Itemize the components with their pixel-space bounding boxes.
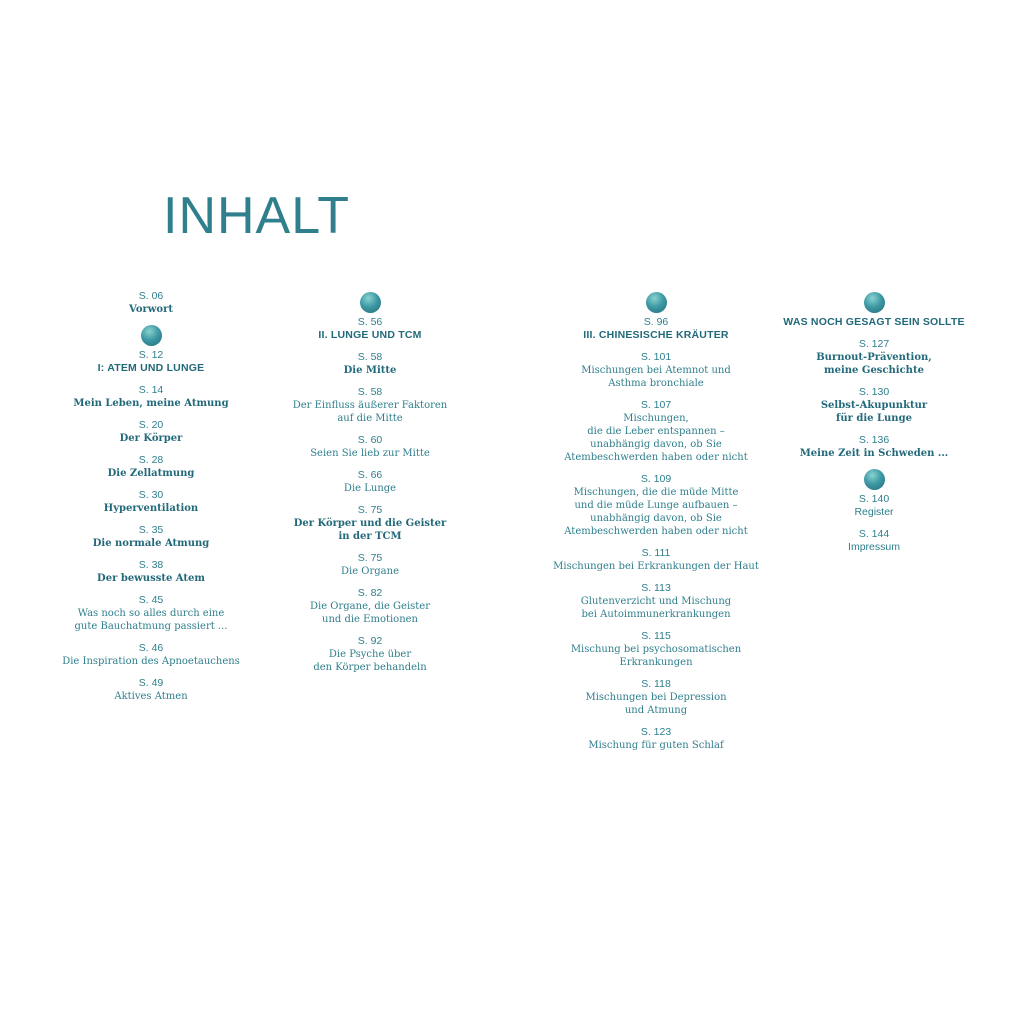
toc-section-heading — [270, 292, 470, 342]
section-dot-icon — [360, 292, 381, 313]
entry-title: Aktives Atmen — [114, 691, 188, 702]
toc-entry — [51, 642, 251, 668]
entry-title: Burnout-Prävention, meine Geschichte — [816, 352, 932, 376]
toc-entry — [270, 552, 470, 578]
entry-title: Die Zellatmung — [107, 468, 195, 479]
page-number: S. 136 — [858, 434, 890, 446]
entry-title: Selbst-Akupunktur für die Lunge — [820, 400, 928, 424]
toc-entry — [270, 504, 470, 543]
page-number: S. 46 — [138, 642, 164, 654]
entry-title: Impressum — [848, 541, 900, 553]
toc-entry — [546, 399, 766, 464]
page-number: S. 82 — [357, 587, 383, 599]
toc-entry — [270, 434, 470, 460]
section-dot-icon — [646, 292, 667, 313]
toc-column-4 — [773, 292, 975, 563]
section-title: II. LUNGE UND TCM — [318, 329, 422, 341]
page-number: S. 109 — [640, 473, 672, 485]
toc-entry — [51, 524, 251, 550]
page-number: S. 58 — [357, 386, 383, 398]
entry-title: Hyperventilation — [103, 503, 199, 514]
toc-entry — [773, 338, 975, 377]
page-number: S. 30 — [138, 489, 164, 501]
toc-entry — [270, 386, 470, 425]
entry-title: Mischung bei psychosomatischen Erkrankungen — [570, 644, 742, 668]
page-number: S. 111 — [641, 547, 671, 559]
section-dot-icon — [141, 325, 162, 346]
entry-title: Mein Leben, meine Atmung — [73, 398, 229, 409]
page-number: S. 45 — [138, 594, 164, 606]
entry-title: Mischung für guten Schlaf — [588, 740, 724, 751]
entry-title: Die Organe — [340, 566, 399, 577]
page-number: S. 35 — [138, 524, 164, 536]
entry-title: Der bewusste Atem — [97, 573, 205, 584]
entry-title: Register — [854, 506, 894, 518]
page-number: S. 118 — [641, 678, 671, 690]
toc-entry — [546, 351, 766, 390]
toc-entry — [270, 587, 470, 626]
toc-entry — [51, 454, 251, 480]
entry-title: Mischungen, die die Leber entspannen – unabhängig davon, ob Sie Atembeschwerden haben oder nicht — [564, 413, 748, 463]
toc-entry — [546, 726, 766, 752]
toc-entry — [546, 582, 766, 621]
section-dot-icon — [864, 469, 885, 490]
toc-column-3 — [546, 292, 766, 761]
entry-title: Mischungen bei Atemnot und Asthma bronchiale — [581, 365, 731, 389]
page-number: S. 66 — [357, 469, 383, 481]
entry-title: Der Körper — [119, 433, 183, 444]
entry-title: Vorwort — [129, 304, 173, 315]
page-number: S. 06 — [138, 290, 164, 302]
entry-title: Glutenverzicht und Mischung bei Autoimmunerkrankungen — [580, 596, 732, 620]
page-number: S. 49 — [138, 677, 164, 689]
page-number: S. 92 — [357, 635, 383, 647]
entry-title: Meine Zeit in Schweden ... — [799, 448, 949, 459]
section-title: WAS NOCH GESAGT SEIN SOLLTE — [783, 316, 965, 328]
page-number: S. 123 — [640, 726, 672, 738]
entry-title: Die Psyche über den Körper behandeln — [313, 649, 427, 673]
toc-entry — [51, 559, 251, 585]
toc-entry — [270, 469, 470, 495]
page-number: S. 28 — [138, 454, 164, 466]
page-number: S. 130 — [858, 386, 890, 398]
toc-section-heading — [773, 292, 975, 329]
toc-entry — [51, 489, 251, 515]
toc-entry — [773, 528, 975, 554]
toc-entry — [270, 635, 470, 674]
entry-title: Die Organe, die Geister und die Emotionen — [309, 601, 431, 625]
page-number: S. 96 — [643, 316, 669, 328]
section-dot-icon — [864, 292, 885, 313]
toc-entry — [546, 630, 766, 669]
page-number: S. 12 — [138, 349, 164, 361]
toc-entry — [51, 419, 251, 445]
page-number: S. 75 — [357, 552, 383, 564]
page-number: S. 75 — [357, 504, 383, 516]
toc-entry — [773, 386, 975, 425]
entry-title: Die normale Atmung — [92, 538, 210, 549]
toc-entry — [546, 473, 766, 538]
page-number: S. 113 — [641, 582, 671, 594]
toc-column-1 — [51, 290, 251, 712]
toc-entry — [270, 351, 470, 377]
page-number: S. 140 — [858, 493, 890, 505]
toc-entry — [51, 290, 251, 316]
entry-title: Der Körper und die Geister in der TCM — [293, 518, 447, 542]
toc-section-heading — [546, 292, 766, 342]
page-number: S. 58 — [357, 351, 383, 363]
section-title: III. CHINESISCHE KRÄUTER — [583, 329, 729, 341]
page-number: S. 115 — [641, 630, 671, 642]
page-number: S. 101 — [640, 351, 672, 363]
page-title: INHALT — [163, 187, 351, 245]
entry-title: Die Lunge — [343, 483, 397, 494]
entry-title: Mischungen bei Depression und Atmung — [585, 692, 727, 716]
entry-title: Die Inspiration des Apnoetauchens — [62, 656, 240, 667]
page-number: S. 38 — [138, 559, 164, 571]
toc-column-2 — [270, 292, 470, 683]
page-number: S. 56 — [357, 316, 383, 328]
toc-entry — [51, 677, 251, 703]
page-number: S. 60 — [357, 434, 383, 446]
section-title: I: ATEM UND LUNGE — [97, 362, 205, 374]
page-number: S. 14 — [138, 384, 164, 396]
entry-title: Seien Sie lieb zur Mitte — [310, 448, 430, 459]
entry-title: Der Einfluss äußerer Faktoren auf die Mitte — [292, 400, 448, 424]
entry-title: Was noch so alles durch eine gute Bauchatmung passiert ... — [74, 608, 228, 632]
page-number: S. 127 — [858, 338, 890, 350]
page-number: S. 144 — [858, 528, 890, 540]
toc-section-heading — [51, 325, 251, 375]
toc-entry — [546, 678, 766, 717]
toc-entry — [51, 594, 251, 633]
toc-entry — [773, 434, 975, 460]
toc-entry — [51, 384, 251, 410]
entry-title: Mischungen bei Erkrankungen der Haut — [553, 561, 759, 572]
page-number: S. 107 — [640, 399, 672, 411]
entry-title: Mischungen, die die müde Mitte und die müde Lunge aufbauen – unabhängig davon, ob Sie Atembeschwerden haben oder nicht — [564, 487, 748, 537]
toc-entry — [773, 469, 975, 519]
entry-title: Die Mitte — [343, 365, 397, 376]
page-number: S. 20 — [138, 419, 164, 431]
toc-entry — [546, 547, 766, 573]
